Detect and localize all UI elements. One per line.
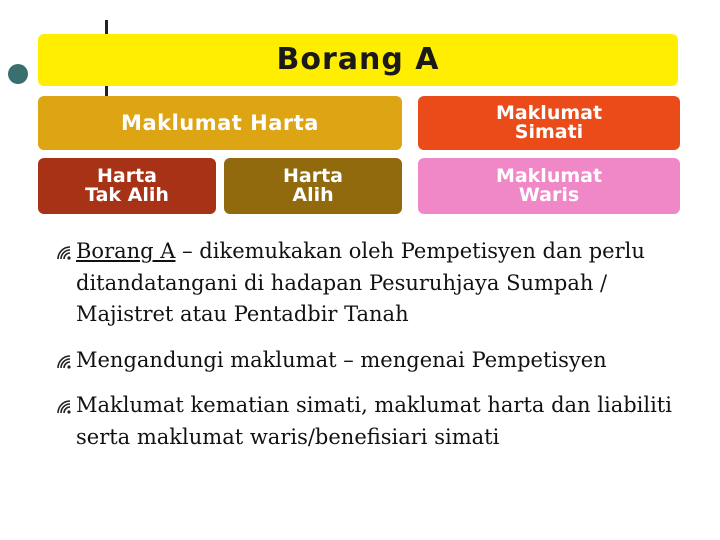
bullet-text-3: Maklumat kematian simati, maklumat harta dan liabiliti serta maklumat waris/benefisiari simati: [76, 393, 672, 449]
borang-a-box: [38, 34, 678, 86]
borang-a-link[interactable]: Borang A: [76, 239, 176, 263]
harta-tak-alih-line1: Harta: [97, 165, 157, 187]
wifi-arc-icon: [56, 399, 74, 415]
bullet-item-2: [56, 345, 696, 377]
maklumat-waris-line1: Maklumat: [495, 165, 603, 187]
maklumat-waris-box: [418, 158, 680, 214]
bullet-text-1: – dikemukakan oleh Pempetisyen dan perlu ditandatangani di hadapan Pesuruhjaya Sumpah / Majistret atau Pentadbir Tanah: [76, 239, 645, 326]
bullet-text-2: Mengandungi maklumat – mengenai Pempetisyen: [76, 347, 607, 372]
maklumat-simati-line1: Maklumat: [495, 102, 603, 124]
maklumat-harta-box: [38, 96, 402, 150]
maklumat-harta-label: Maklumat Harta: [121, 110, 319, 135]
maklumat-waris-line2: Waris: [518, 184, 580, 206]
circle-dot-icon: [8, 64, 28, 84]
wifi-arc-icon: [56, 245, 74, 261]
maklumat-simati-line2: Simati: [514, 121, 584, 143]
bullet-list: [56, 236, 696, 467]
harta-alih-line1: Harta: [283, 165, 343, 187]
harta-tak-alih-line2: Tak Alih: [85, 184, 169, 206]
connector-line-top: [105, 20, 108, 34]
harta-tak-alih-box: [38, 158, 216, 214]
bullet-item-3: [56, 390, 696, 453]
bullet-item-1: [56, 236, 696, 331]
harta-alih-box: [224, 158, 402, 214]
harta-alih-line2: Alih: [292, 184, 334, 206]
maklumat-simati-box: [418, 96, 680, 150]
borang-a-title: Borang A: [276, 42, 440, 77]
wifi-arc-icon: [56, 354, 74, 370]
